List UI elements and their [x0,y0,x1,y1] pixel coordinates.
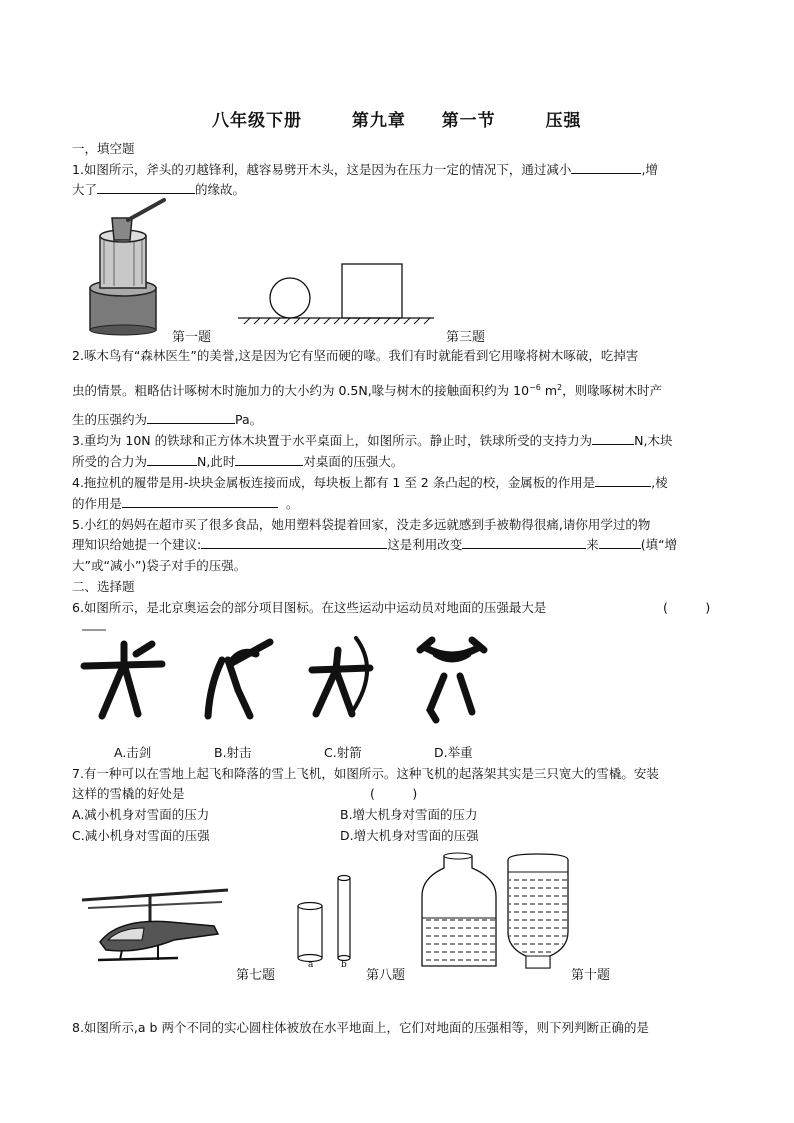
q3-line2 [72,452,403,472]
bottles-figure [418,852,570,972]
q4-blank2[interactable] [122,494,278,508]
q2-line3 [72,410,262,430]
fig7-caption: 第七题 [236,968,276,983]
q7-line2: 这样的雪橇的好处是 [72,786,185,801]
q3-text-b: N,木块 [634,433,673,448]
q3-blank1[interactable] [592,431,634,445]
q3-text-c: 所受的合力为 [72,454,148,469]
q4-line1 [72,473,668,493]
q8-line1: 8.如图所示,a b 两个不同的实心圆柱体被放在水平地面上，它们对地面的压强相等，则下列判断正确的是 [72,1020,649,1035]
axe-stump-figure [78,196,170,336]
fig10-caption: 第十题 [571,968,611,983]
q5-blank2[interactable] [462,535,586,549]
archery-pictogram [312,638,370,714]
q6-stem: 6.如图所示，是北京奥运会的部分项目图标。在这些运动中运动员对地面的压强最大是 [72,600,547,615]
q7-option-c[interactable]: C.减小机身对雪面的压强 [72,828,210,843]
q3-blank3[interactable] [235,452,303,466]
q2-line2 [72,378,662,401]
q1-line1 [72,160,658,180]
q3-line1 [72,431,672,451]
q5-text-d: (填“增 [640,537,678,552]
q2-text-b: ，则喙啄树木时产 [562,383,663,399]
q3-text-d: N,此时 [197,454,236,469]
title-chapter: 第九章 [351,111,406,131]
q2-blank[interactable] [147,410,235,424]
q1-blank2[interactable] [97,180,195,194]
q5-text-b: 这是利用改变 [387,537,463,552]
q7-option-d[interactable]: D.增大机身对雪面的压强 [340,828,479,843]
q7-option-b[interactable]: B.增大机身对雪面的压力 [340,807,478,822]
title-topic: 压强 [545,111,582,131]
q7-option-a[interactable]: A.减小机身对雪面的压力 [72,807,210,822]
title-book: 八年级下册 [212,111,302,131]
q5-line2 [72,535,677,555]
q6-option-a[interactable]: A.击剑 [114,745,152,760]
q2-exponent1: −6 [529,383,541,392]
q2-text-a: 虫的情景。粗略估计啄树木时施加力的大小约为 0.5N,喙与树木的接触面积约为 10 [72,383,530,399]
q4-text-a: 4.拖拉机的履带是用-块块金属板连接而成，每块板上都有 1 至 2 条凸起的校，金属板的作用是 [72,475,596,490]
q4-text-d: 。 [286,496,299,511]
q5-line1: 5.小红的妈妈在超市买了很多食品，她用塑料袋提着回家，没走多远就感到手被勒得很痛,请你用学过的物 [72,517,651,532]
q2-unit: m [544,383,558,399]
section-fill-heading: 一，填空题 [72,141,135,156]
cylinder-b-label: b [341,960,347,970]
ball-block-figure [236,258,436,328]
cylinders-figure [290,872,360,964]
q1-text-a: 1.如图所示，斧头的刃越锋利，越容易劈开木头，这是因为在压力一定的情况下，通过减小 [72,162,572,177]
q6-option-c[interactable]: C.射箭 [324,745,362,760]
q1-blank1[interactable] [571,160,641,174]
q2-line1: 2.啄木鸟有“森林医生”的美誉,这是因为它有坚而硬的喙。我们有时就能看到它用喙将树木啄破，吃掉害 [72,348,639,363]
q4-text-c: 的作用是 [72,496,123,511]
title-section: 第一节 [441,111,496,131]
q4-line2 [72,494,299,514]
q5-blank3[interactable] [599,535,641,549]
page-title [212,106,582,131]
q5-text-a: 理知识给她提一个建议: [72,537,202,552]
q3-text-a: 3.重均为 10N 的铁球和正方体木块置于水平桌面上，如图所示。静止时，铁球所受的支持力为 [72,433,593,448]
cylinder-a-label: a [308,960,314,970]
q1-text-b: ,增 [641,162,658,177]
fig8-caption: 第八题 [366,968,406,983]
q1-text-d: 的缘故。 [195,182,246,197]
q6-option-b[interactable]: B.射击 [214,745,252,760]
snow-plane-figure [78,882,230,968]
q2-text-d: Pa。 [235,412,263,427]
q2-exponent2: 2 [557,383,563,392]
q4-text-b: ,棱 [651,475,668,490]
q2-text-c: 生的压强约为 [72,412,148,427]
weightlifting-pictogram [420,640,484,720]
fig1-caption: 第一题 [172,330,212,345]
q6-answer-paren[interactable]: ( ) [663,600,711,615]
olympic-pictograms [80,624,490,734]
q7-line1: 7.有一种可以在雪地上起飞和降落的雪上飞机，如图所示。这种飞机的起落架其实是三只宽大的雪橇。安装 [72,766,659,781]
q3-blank2[interactable] [147,452,197,466]
q3-text-e: 对桌面的压强大。 [303,454,404,469]
fencing-pictogram [84,644,162,716]
q5-text-c: 来 [586,537,599,552]
fig3-caption: 第三题 [446,330,486,345]
q1-text-c: 大了 [72,182,98,197]
shooting-pictogram [208,642,270,716]
q5-line3: 大”或“减小”)袋子对手的压强。 [72,558,247,573]
q7-answer-paren[interactable]: ( ) [370,786,418,801]
section-choice-heading: 二、选择题 [72,579,135,594]
q5-blank1[interactable] [201,535,387,549]
q6-option-d[interactable]: D.举重 [434,745,473,760]
q4-blank1[interactable] [595,473,651,487]
